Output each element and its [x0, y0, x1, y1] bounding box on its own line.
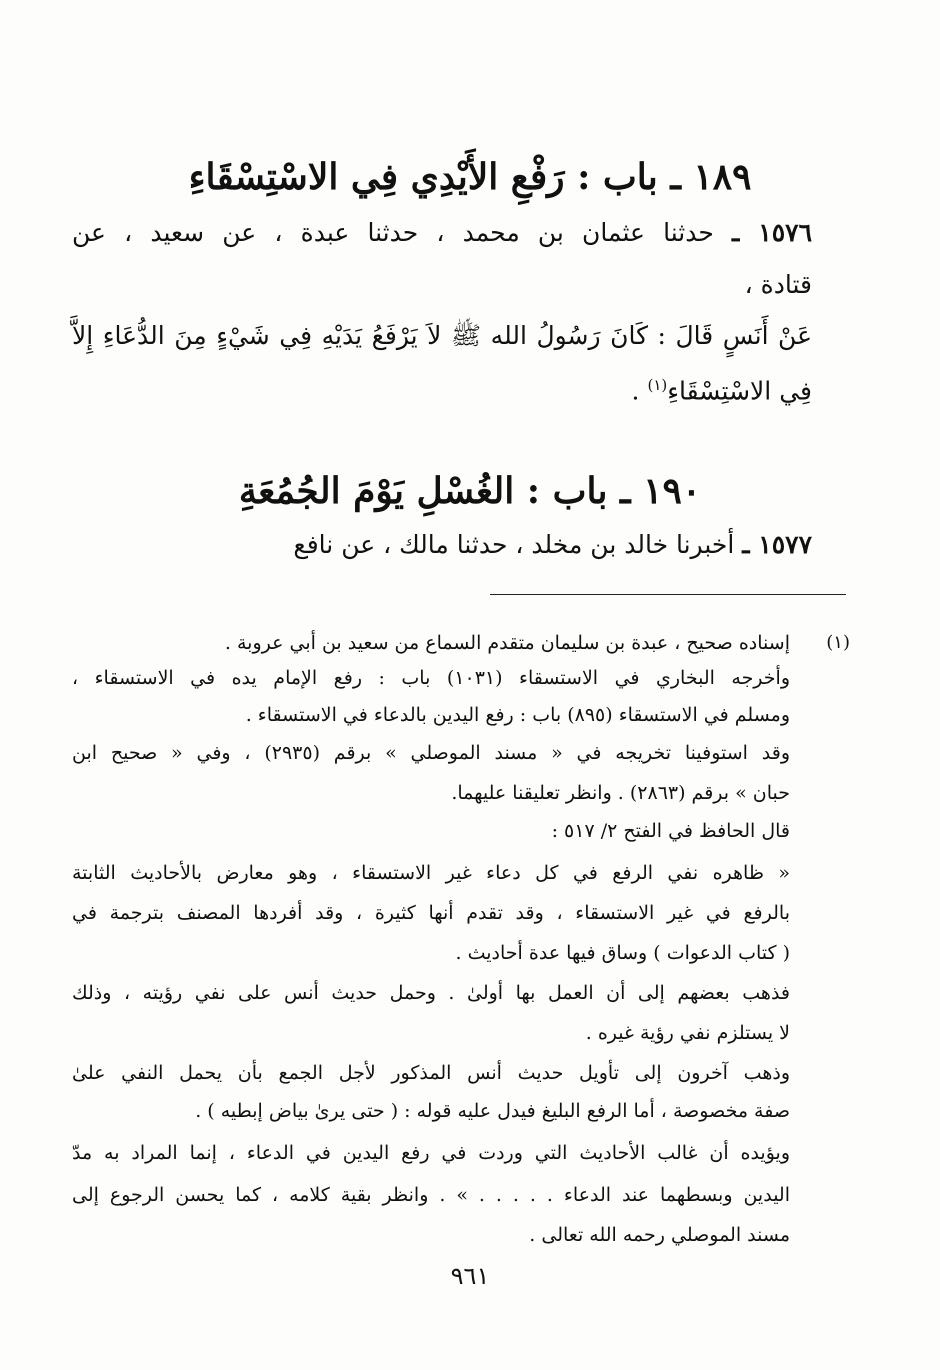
- hadith-1576-line-1: [72, 218, 812, 247]
- footnote-line: مسند الموصلي رحمه الله تعالى .: [529, 1224, 790, 1246]
- footnote-line: حبان » برقم (٢٨٦٣) . وانظر تعليقنا عليهما.: [451, 782, 790, 804]
- hadith-number: ١٥٧٦ ـ: [732, 218, 812, 247]
- footnote-line: بالرفع في غير الاستسقاء ، وقد تقدم أنها كثيرة ، وقد أفردها المصنف بترجمة في: [72, 902, 790, 924]
- hadith-1576-line-2: قتادة ،: [744, 270, 812, 299]
- footnote-reference: (١): [647, 376, 668, 394]
- hadith-text: فِي الاسْتِسْقَاءِ: [667, 376, 812, 406]
- footnote-line: « ظاهره نفي الرفع في كل دعاء غير الاستسقاء ، وهو معارض بالأحاديث الثابتة: [72, 862, 790, 884]
- hadith-number: ١٥٧٧ ـ: [742, 530, 812, 559]
- footnote-line: ومسلم في الاستسقاء (٨٩٥) باب : رفع اليدين بالدعاء في الاستسقاء .: [245, 704, 790, 726]
- chapter-heading-190: ١٩٠ ـ باب : الغُسْلِ يَوْمَ الجُمُعَةِ: [238, 470, 702, 512]
- footnote-line: ويؤيده أن غالب الأحاديث التي وردت في رفع اليدين في الدعاء ، إنما المراد به مدّ: [72, 1142, 790, 1164]
- footnote-line: وقد استوفينا تخريجه في « مسند الموصلي » برقم (٢٩٣٥) ، وفي « صحيح ابن: [72, 742, 790, 764]
- footnote-line: إسناده صحيح ، عبدة بن سليمان متقدم السماع من سعيد بن أبي عروبة .: [224, 632, 790, 654]
- hadith-text: أخبرنا خالد بن مخلد ، حدثنا مالك ، عن نافع: [293, 530, 735, 559]
- footnote-line: اليدين وبسطهما عند الدعاء . . . . . » . وانظر بقية كلامه ، كما يحسن الرجوع إلى: [72, 1184, 790, 1206]
- footnote-line: لا يستلزم نفي رؤية غيره .: [585, 1022, 790, 1044]
- footnote-line: ( كتاب الدعوات ) وساق فيها عدة أحاديث .: [455, 942, 790, 964]
- chapter-heading-189: ١٨٩ ـ باب : رَفْعِ الأَيْدِي فِي الاسْتِسْقَاءِ: [188, 156, 752, 198]
- footnote-marker: (١): [826, 632, 850, 653]
- hadith-text: حدثنا عثمان بن محمد ، حدثنا عبدة ، عن سعيد ، عن: [72, 218, 714, 247]
- hadith-1576-line-3: عَنْ أَنَسٍ قَالَ : كَانَ رَسُولُ الله ﷺ لاَ يَرْفَعُ يَدَيْهِ فِي شَيْءٍ مِنَ الدُّعَاءِ إِلاَّ: [72, 321, 812, 350]
- footnote-line: فذهب بعضهم إلى أن العمل بها أولىٰ . وحمل حديث أنس على نفي رؤيته ، وذلك: [72, 982, 790, 1004]
- page-number: ٩٦١: [450, 1262, 490, 1290]
- footnote-line: وذهب آخرون إلى تأويل حديث أنس المذكور لأجل الجمع بأن يحمل النفي علىٰ: [72, 1062, 790, 1084]
- footnote-line: صفة مخصوصة ، أما الرفع البليغ فيدل عليه قوله : ( حتى يرىٰ بياض إبطيه ) .: [195, 1100, 790, 1122]
- footnote-line: وأخرجه البخاري في الاستسقاء (١٠٣١) باب : رفع الإمام يده في الاستسقاء ،: [72, 667, 790, 689]
- footnote-line: قال الحافظ في الفتح ٢/ ٥١٧ :: [551, 820, 790, 842]
- hadith-1576-line-4: [72, 376, 812, 405]
- hadith-1577-line-1: [72, 530, 812, 559]
- hadith-text-end: .: [631, 376, 648, 406]
- footnote-separator: [490, 594, 846, 595]
